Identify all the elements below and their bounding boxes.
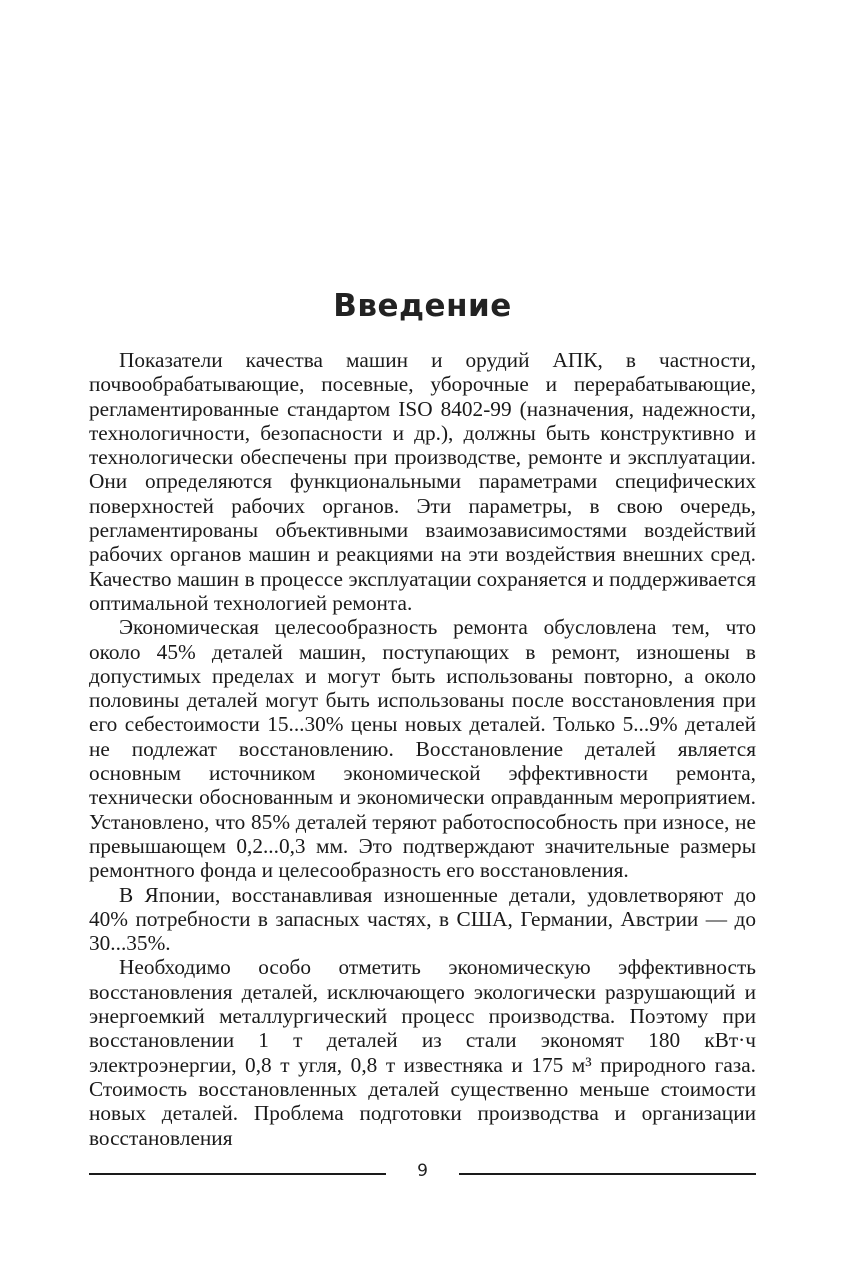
paragraph-3: В Японии, восстанавливая изношенные детали, удовлетворяют до 40% потребности в запасных частях, в США, Германии, Австрии — до 30...35%.: [89, 882, 756, 956]
paragraph-1: Показатели качества машин и орудий АПК, в частности, почвообрабатывающие, посевные, уборочные и перерабатывающие, регламентированные стандартом ISO 8402-99 (назначения, надежности, технологичности, безопасности и др.), должны быть конструктивно и технологически обеспечены при производстве, ремонте и эксплуатации. Они определяются функциональными параметрами специфических поверхностей рабочих органов. Эти параметры, в свою очередь, регламентированы объективными взаимозависимостями воздействий рабочих органов машин и реакциями на эти воздействия внешних сред. Качество машин в процессе эксплуатации сохраняется и поддерживается оптимальной технологией ремонта.: [89, 348, 756, 615]
page-footer: [89, 1160, 756, 1186]
paragraph-2: Экономическая целесообразность ремонта обусловлена тем, что около 45% деталей машин, поступающих в ремонт, изношены в допустимых пределах и могут быть использованы повторно, а около половины деталей могут быть использованы после восстановления при его себестоимости 15...30% цены новых деталей. Только 5...9% деталей не подлежат восстановлению. Восстановление деталей является основным источником экономической эффективности ремонта, технически обоснованным и экономически оправданным мероприятием. Установлено, что 85% деталей теряют работоспособность при износе, не превышающем 0,2...0,3 мм. Это подтверждают значительные размеры ремонтного фонда и целесообразность его восстановления.: [89, 615, 756, 883]
page-number: 9: [417, 1161, 428, 1181]
body-text: [89, 348, 756, 1150]
chapter-heading: Введение: [333, 288, 512, 324]
paragraph-4: Необходимо особо отметить экономическую эффективность восстановления деталей, исключающего экологически разрушающий и энергоемкий металлургический процесс производства. Поэтому при восстановлении 1 т деталей из стали экономят 180 кВт·ч электроэнергии, 0,8 т угля, 0,8 т известняка и 175 м³ природного газа. Стоимость восстановленных деталей существенно меньше стоимости новых деталей. Проблема подготовки производства и организации восстановления: [89, 955, 756, 1150]
footer-rule-right: [459, 1173, 756, 1175]
